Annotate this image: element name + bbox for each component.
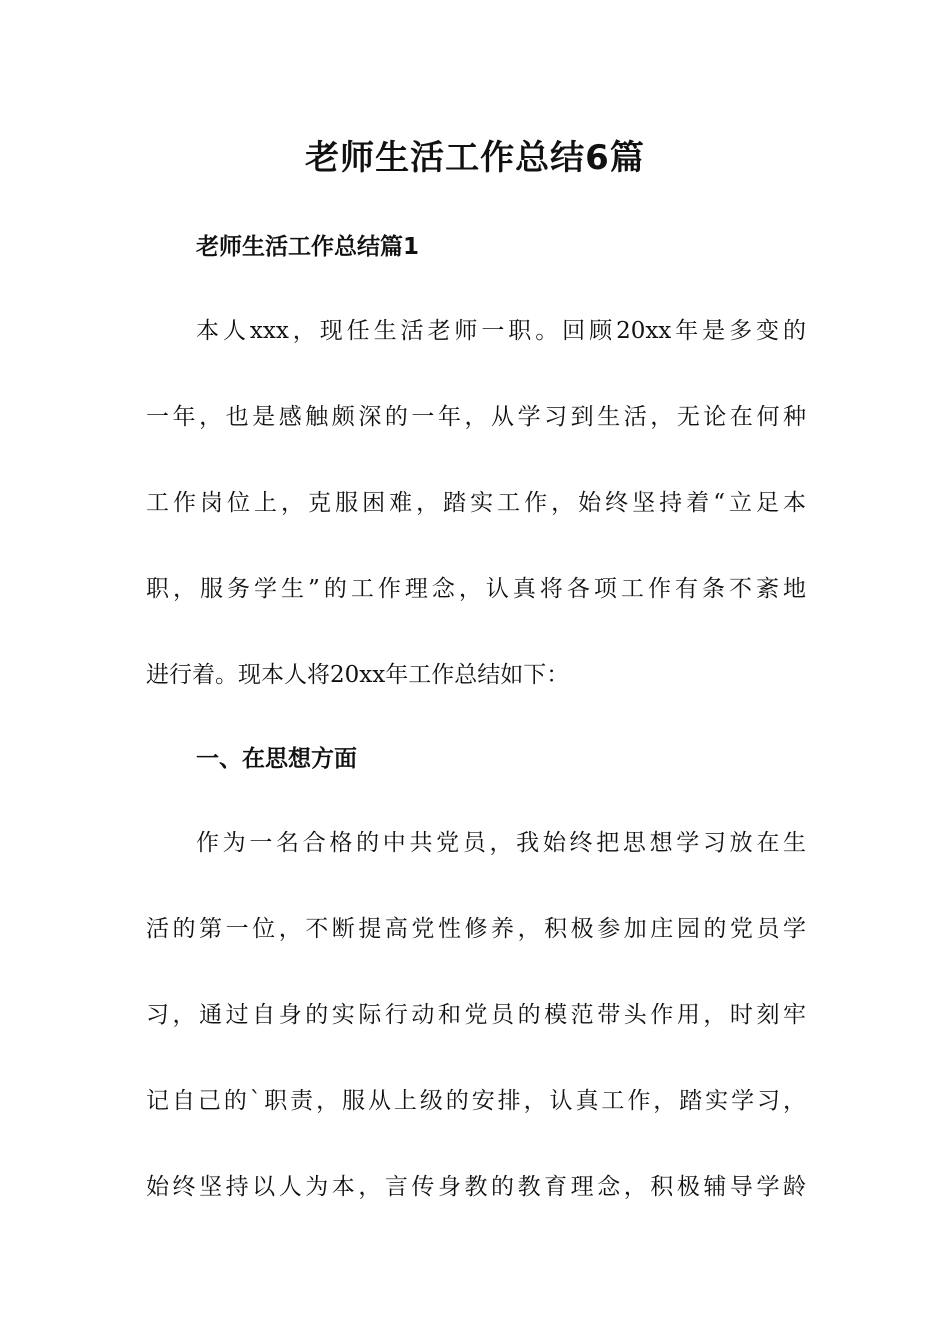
heading-thought: 一、在思想方面 [196, 746, 357, 772]
section-title: 老师生活工作总结篇1 [196, 234, 420, 260]
paragraph-line: 职，服务学生”的工作理念，认真将各项工作有条不紊地 [146, 576, 806, 602]
paragraph-line: 习，通过自身的实际行动和党员的模范带头作用，时刻牢 [146, 1002, 806, 1028]
paragraph-line: 一年，也是感触颇深的一年，从学习到生活，无论在何种 [146, 404, 806, 430]
document-title: 老师生活工作总结6篇 [305, 138, 645, 178]
paragraph-line: 作为一名合格的中共党员，我始终把思想学习放在生 [196, 830, 806, 856]
paragraph-line: 进行着。现本人将20xx年工作总结如下： [146, 662, 570, 688]
paragraph-line: 记自己的`职责，服从上级的安排，认真工作，踏实学习， [146, 1088, 806, 1114]
paragraph-line: 本人xxx，现任生活老师一职。回顾20xx年是多变的 [196, 318, 806, 344]
paragraph-line: 活的第一位，不断提高党性修养，积极参加庄园的党员学 [146, 916, 806, 942]
paragraph-line: 工作岗位上，克服困难，踏实工作，始终坚持着“立足本 [146, 490, 806, 516]
paragraph-line: 始终坚持以人为本，言传身教的教育理念，积极辅导学龄 [146, 1174, 806, 1200]
